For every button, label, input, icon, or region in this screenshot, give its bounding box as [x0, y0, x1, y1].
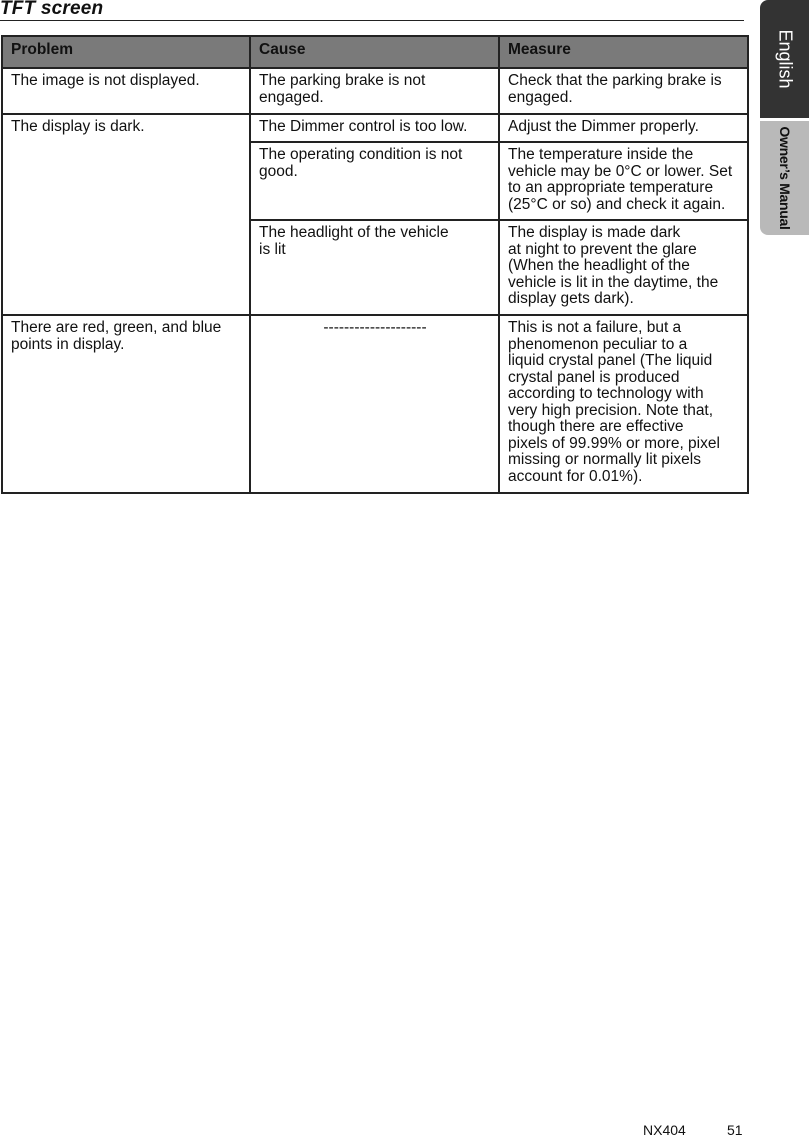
header-problem: Problem [2, 36, 250, 68]
language-tab-label: English [775, 29, 795, 89]
troubleshooting-table [1, 35, 749, 494]
measure-cell: This is not a failure, but a phenomenon peculiar to a liquid crystal panel (The liquid crystal panel is produced according to technology with very high precision. Note that, though there are effective pixels of 99.99% or more, pixel missing or normally lit pixels account for 0.01%). [499, 315, 748, 493]
measure-cell: The display is made dark at night to prevent the glare (When the headlight of the vehicle is lit in the daytime, the display gets dark). [499, 220, 748, 315]
page-number: 51 [727, 1122, 743, 1138]
cause-cell: The operating condition is not good. [250, 142, 499, 220]
header-cause: Cause [250, 36, 499, 68]
problem-cell: The image is not displayed. [2, 68, 250, 114]
table-row [2, 114, 748, 142]
problem-cell: There are red, green, and blue points in display. [2, 315, 250, 493]
cause-cell: The headlight of the vehicle is lit [250, 220, 499, 315]
model-number: NX404 [643, 1122, 686, 1138]
title-divider [0, 20, 744, 21]
manual-tab-label: Owner’s Manual [776, 126, 793, 230]
table-header-row [2, 36, 748, 68]
measure-cell: Adjust the Dimmer properly. [499, 114, 748, 142]
section-title: TFT screen [0, 0, 104, 19]
language-tab [760, 0, 809, 118]
cause-cell: The parking brake is not engaged. [250, 68, 499, 114]
problem-cell: The display is dark. [2, 114, 250, 315]
cause-cell: -------------------- [250, 315, 499, 493]
measure-cell: Check that the parking brake is engaged. [499, 68, 748, 114]
table-row [2, 315, 748, 493]
header-measure: Measure [499, 36, 748, 68]
manual-tab [760, 121, 809, 235]
measure-cell: The temperature inside the vehicle may be 0°C or lower. Set to an appropriate temperature (25°C or so) and check it again. [499, 142, 748, 220]
cause-cell: The Dimmer control is too low. [250, 114, 499, 142]
table-row [2, 68, 748, 114]
